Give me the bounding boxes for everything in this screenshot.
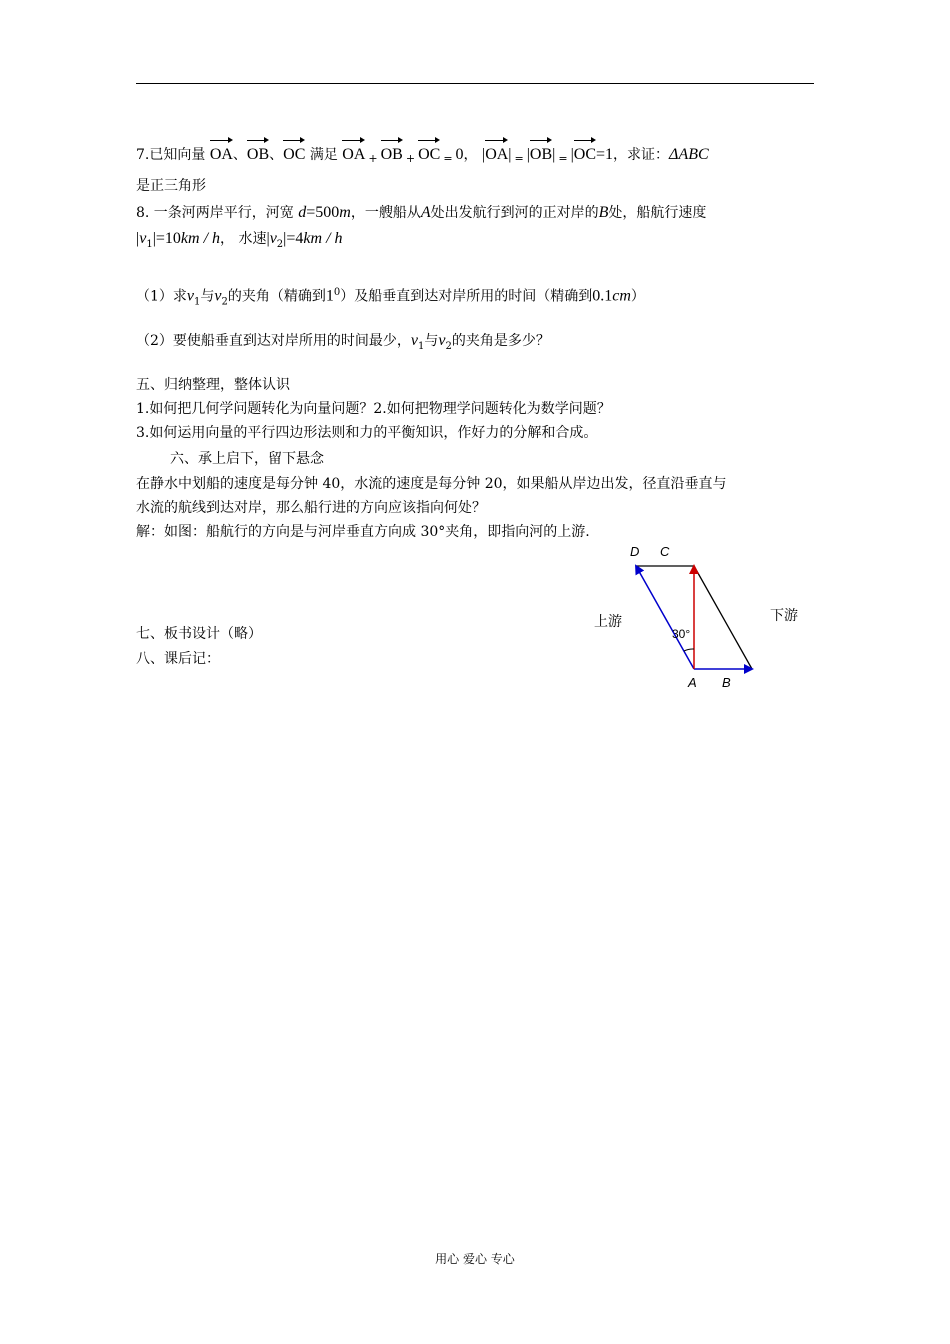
- q7-text-2: 满足: [309, 147, 338, 163]
- vector-ob: OB: [381, 138, 403, 166]
- abs-bar: |: [570, 146, 574, 163]
- vector-oc: OC: [418, 138, 440, 166]
- label-d: D: [630, 544, 640, 559]
- separator: 、: [269, 147, 284, 163]
- abs-bar: |: [481, 146, 486, 163]
- point-b: B: [598, 204, 609, 221]
- precision-degree: 1: [325, 287, 334, 305]
- plus-sign: +: [405, 152, 416, 165]
- part1-text-5: ）: [630, 288, 645, 305]
- section-6-line-2: 水流的航线到达对岸，那么船行进的方向应该指向何处？: [136, 500, 486, 516]
- label-downstream: 下游: [770, 608, 798, 624]
- q7-line-2: 是正三角形: [136, 178, 206, 194]
- vector-ob: OB: [247, 138, 269, 166]
- unit-kmh: km / h: [180, 230, 221, 247]
- q8-part-2: [136, 330, 550, 358]
- header-rule: [136, 83, 814, 84]
- q7-text-3: ，求证：: [613, 147, 670, 163]
- section-6-solution: 解：如图：船航行的方向是与河岸垂直方向成 30°夹角，即指向河的上游.: [136, 524, 590, 540]
- vector-ad: [636, 566, 694, 669]
- equals-sign: =: [558, 152, 568, 165]
- abs-bar: |: [552, 146, 556, 163]
- q7-line-1: [136, 138, 709, 167]
- plus-sign: +: [368, 152, 378, 165]
- width-value: =500: [306, 204, 340, 221]
- q8-part-1: [136, 282, 645, 313]
- section-6-line-1: 在静水中划船的速度是每分钟 40，水流的速度是每分钟 20，如果船从岸边出发，径直沿垂直与: [136, 476, 727, 492]
- vector-ob: OB: [530, 138, 552, 166]
- q8-line-1: [136, 202, 706, 224]
- sub-1: 1: [194, 296, 201, 308]
- unit-cm: cm: [612, 287, 631, 305]
- var-v1: v: [186, 287, 195, 305]
- section-8-title: 八、课后记：: [136, 651, 220, 667]
- vector-oa: OA: [210, 138, 233, 166]
- section-7-title: 七、板书设计（略）: [136, 626, 262, 642]
- vector-oc: OC: [283, 138, 305, 166]
- q8-text-2: ，一艘船从: [350, 205, 421, 221]
- page-footer: 用心 爱心 专心: [435, 1252, 515, 1266]
- q8-line-2: [136, 228, 343, 256]
- var-d: d: [298, 204, 307, 221]
- precision-value: 0.1: [592, 287, 613, 305]
- sub-1: 1: [418, 340, 425, 352]
- sub-1: 1: [146, 238, 153, 250]
- v2-value: |=4: [283, 230, 304, 247]
- q8-text-4: 处，船航行速度: [608, 205, 707, 221]
- vector-oa: OA: [342, 138, 365, 166]
- part2-text: （2）要使船垂直到达对岸所用的时间最少，: [136, 333, 411, 349]
- section-5-line-1: 1.如何把几何学问题转化为向量问题？2.如何把物理学问题转化为数学问题？: [136, 401, 611, 417]
- abs-bar: |: [266, 230, 270, 247]
- sub-2: 2: [276, 238, 284, 250]
- equals-sign: =: [443, 152, 453, 165]
- q8-text-5: ， 水速: [220, 231, 267, 247]
- triangle-abc: ΔABC: [669, 146, 709, 163]
- q7-text: 已知向量: [149, 147, 206, 163]
- part2-text-2: 与: [424, 333, 439, 349]
- q8-text-3: 处出发航行到河的正对岸的: [430, 205, 599, 221]
- part1-text-3: 的夹角（精确到: [227, 288, 326, 305]
- var-v2: v: [214, 287, 222, 305]
- degree-sup: 0: [333, 287, 341, 298]
- vector-oa: OA: [485, 138, 508, 166]
- zero-vector: 0: [455, 146, 464, 163]
- label-angle: 30°: [672, 627, 691, 641]
- vector-diagram: [580, 540, 820, 700]
- part2-text-3: 的夹角是多少？: [451, 333, 550, 349]
- var-v2: v: [269, 230, 277, 247]
- angle-arc: [684, 649, 694, 651]
- label-c: C: [660, 544, 670, 559]
- sub-2: 2: [221, 296, 228, 308]
- point-a: A: [420, 204, 431, 221]
- q7-number: 7.: [136, 147, 150, 163]
- section-5-line-2: 3.如何运用向量的平行四边形法则和力的平衡知识，作好力的分解和合成。: [136, 425, 598, 441]
- abs-bar: |: [136, 230, 140, 247]
- segment-cb: [694, 566, 752, 669]
- equals-one: =1: [596, 146, 614, 163]
- section-5-title: 五、归纳整理，整体认识: [136, 377, 290, 393]
- part1-text-2: 与: [200, 288, 215, 305]
- var-v1: v: [139, 230, 147, 247]
- unit-kmh: km / h: [303, 230, 343, 247]
- separator: 、: [232, 147, 247, 163]
- abs-bar: |: [526, 146, 530, 163]
- label-b: B: [722, 675, 731, 690]
- var-v2: v: [438, 332, 446, 349]
- unit-m: m: [339, 204, 351, 221]
- var-v1: v: [410, 332, 419, 349]
- section-6-title: 六、承上启下，留下悬念: [170, 451, 324, 467]
- sub-2: 2: [445, 340, 452, 352]
- comma: ，: [463, 147, 478, 163]
- equals-sign: =: [514, 152, 524, 165]
- abs-bar: |: [508, 146, 512, 163]
- label-a: A: [688, 675, 697, 690]
- label-upstream: 上游: [594, 614, 622, 630]
- vector-oc: OC: [574, 138, 596, 166]
- q8-text: 8. 一条河两岸平行，河宽: [136, 205, 294, 221]
- part1-text: （1）求: [136, 288, 187, 305]
- v1-value: |=10: [152, 230, 181, 247]
- part1-text-4: ）及船垂直到达对岸所用的时间（精确到: [340, 288, 593, 305]
